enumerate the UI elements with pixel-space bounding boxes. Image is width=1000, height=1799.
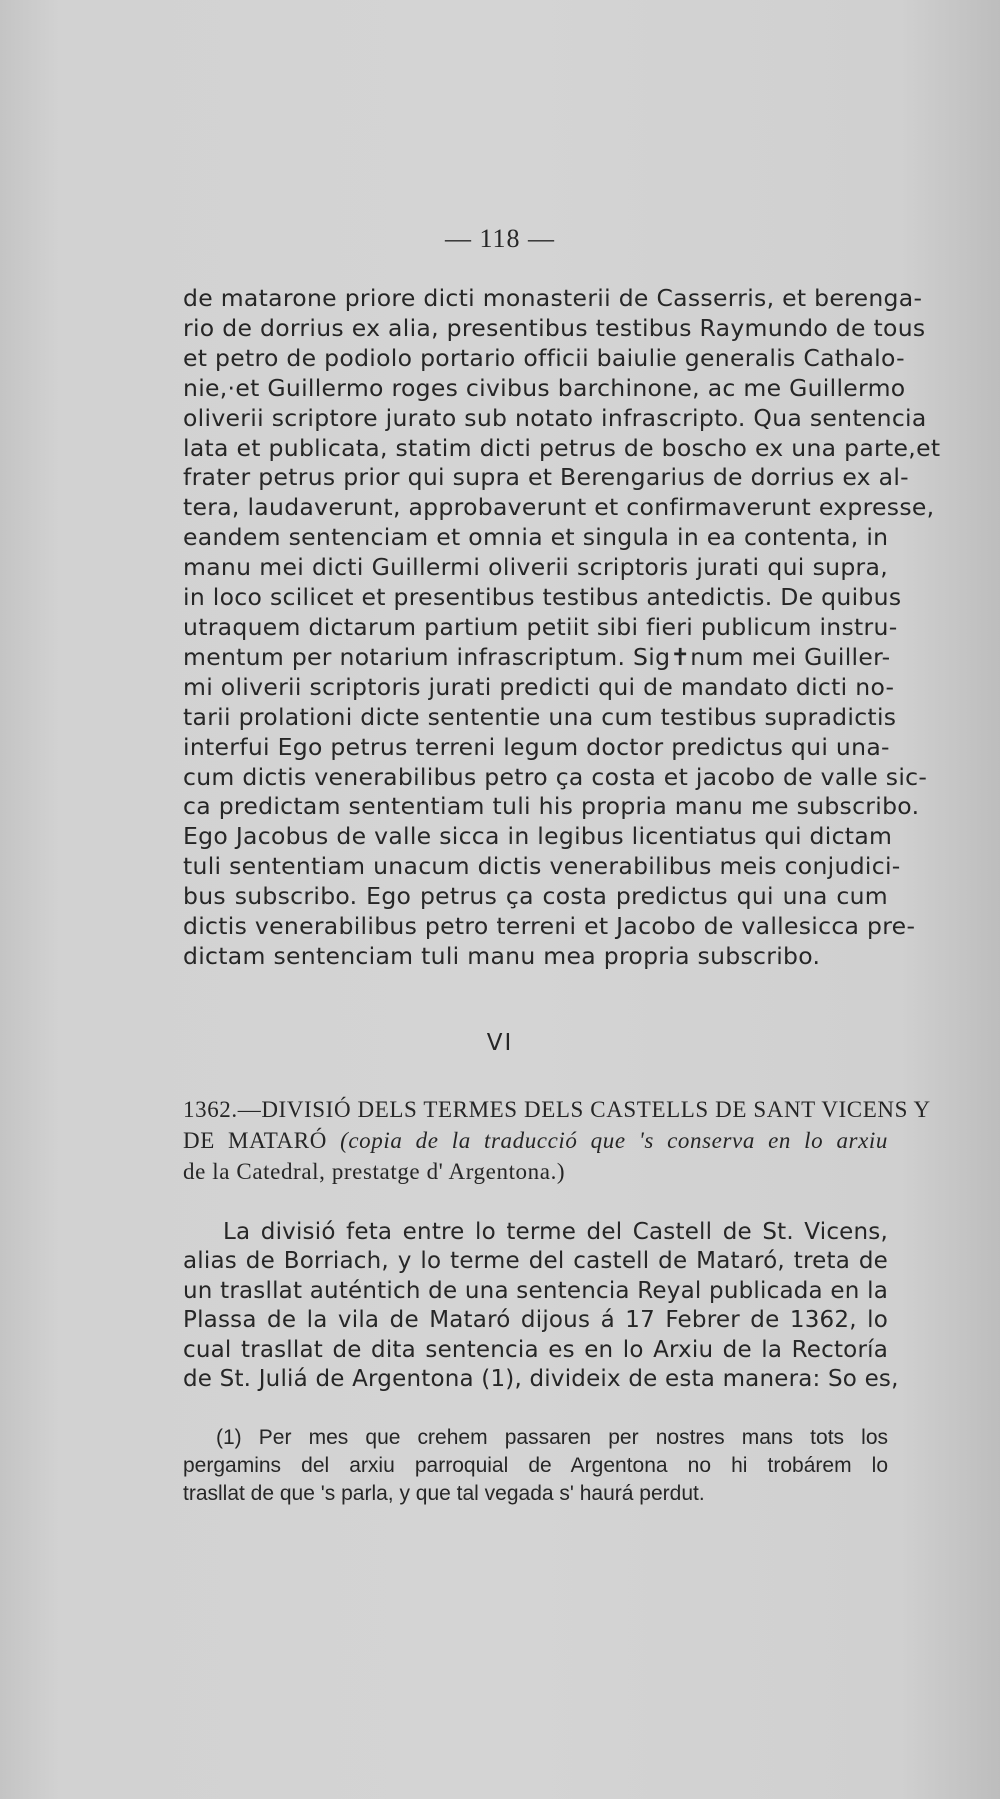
section-number: VI [486,1030,514,1056]
text-line: dictam sentenciam tuli manu mea propria subscribo. [183,941,821,970]
heading-roman: DE MATARÓ [183,1128,327,1153]
text-line: ca predictam sententiam tuli his propria manu me subscribo. [183,792,920,821]
text-line: bus subscribo. Ego petrus ça costa predictus qui una cum [183,882,888,911]
section-heading [183,1094,931,1187]
text-line: alias de Borriach, y lo terme del castell de Mataró, treta de [183,1248,888,1275]
footnote-line: (1) Per mes que crehem passaren per nostres mans tots los [216,1426,888,1449]
heading-line: de la Catedral, prestatge d' Argentona.) [183,1159,566,1184]
text-line: tuli sententiam unacum dictis venerabilibus meis conjudici- [183,852,901,881]
footnote-line: trasllat de que 's parla, y que tal vegada s' haurá perdut. [183,1482,705,1505]
footnote [183,1424,888,1508]
text-line: interfui Ego petrus terreni legum doctor predictus qui una- [183,732,890,761]
heading-line [183,1125,888,1156]
text-line: un trasllat auténtich de una sentencia Reyal publicada en la [183,1277,888,1304]
footnote-line: pergamins del arxiu parroquial de Argentona no hi trobárem lo [183,1454,888,1477]
heading-italic: (copia de la traducció que 's conserva en lo arxiu [340,1128,888,1153]
text-line: mi oliverii scriptoris jurati predicti qui de mandato dicti no- [183,672,895,701]
text-line: lata et publicata, statim dicti petrus de boscho ex una parte,et [183,433,941,462]
catalan-passage [183,1218,899,1394]
text-line: rio de dorrius ex alia, presentibus testibus Raymundo de tous [183,313,926,342]
text-line: eandem sentenciam et omnia et singula in ea contenta, in [183,523,889,552]
text-line: cual trasllat de dita sentencia es en lo Arxiu de la Rectoría [183,1336,888,1363]
text-line: La divisió feta entre lo terme del Castell de St. Vicens, [223,1219,888,1245]
text-line: cum dictis venerabilibus petro ça costa et jacobo de valle sic- [183,762,928,791]
text-line: oliverii scriptore jurato sub notato infrascripto. Qua sentencia [183,403,927,432]
text-line: in loco scilicet et presentibus testibus antedictis. De quibus [183,583,902,612]
text-line: et petro de podiolo portario officii baiulie generalis Cathalo- [183,343,905,372]
text-line: nie,·et Guillermo roges civibus barchinone, ac me Guillermo [183,373,906,402]
text-line: tarii prolationi dicte sententie una cum testibus supradictis [183,702,897,731]
text-line: utraquem dictarum partium petiit sibi fieri publicum instru- [183,612,898,641]
text-line: Plassa de la vila de Mataró dijous á 17 Febrer de 1362, lo [183,1307,888,1334]
text-line: frater petrus prior qui supra et Berengarius de dorrius ex al- [183,463,909,492]
latin-passage [183,284,941,972]
text-line: manu mei dicti Guillermi oliverii scriptoris jurati qui supra, [183,553,888,582]
text-line: de matarone priore dicti monasterii de Casserris, et berenga- [183,284,923,312]
text-line: dictis venerabilibus petro terreni et Jacobo de vallesicca pre- [183,912,916,941]
text-line: de St. Juliá de Argentona (1), divideix de esta manera: So es, [183,1366,899,1393]
text-line: mentum per notarium infrascriptum. Sig✝num mei Guiller- [183,642,891,671]
heading-line: 1362.—DIVISIÓ DELS TERMES DELS CASTELLS DE SANT VICENS Y [183,1097,931,1122]
text-line: tera, laudaverunt, approbaverunt et confirmaverunt expresse, [183,493,935,522]
page-number: — 118 — [444,224,556,253]
text-line: Ego Jacobus de valle sicca in legibus licentiatus qui dictam [183,822,893,851]
